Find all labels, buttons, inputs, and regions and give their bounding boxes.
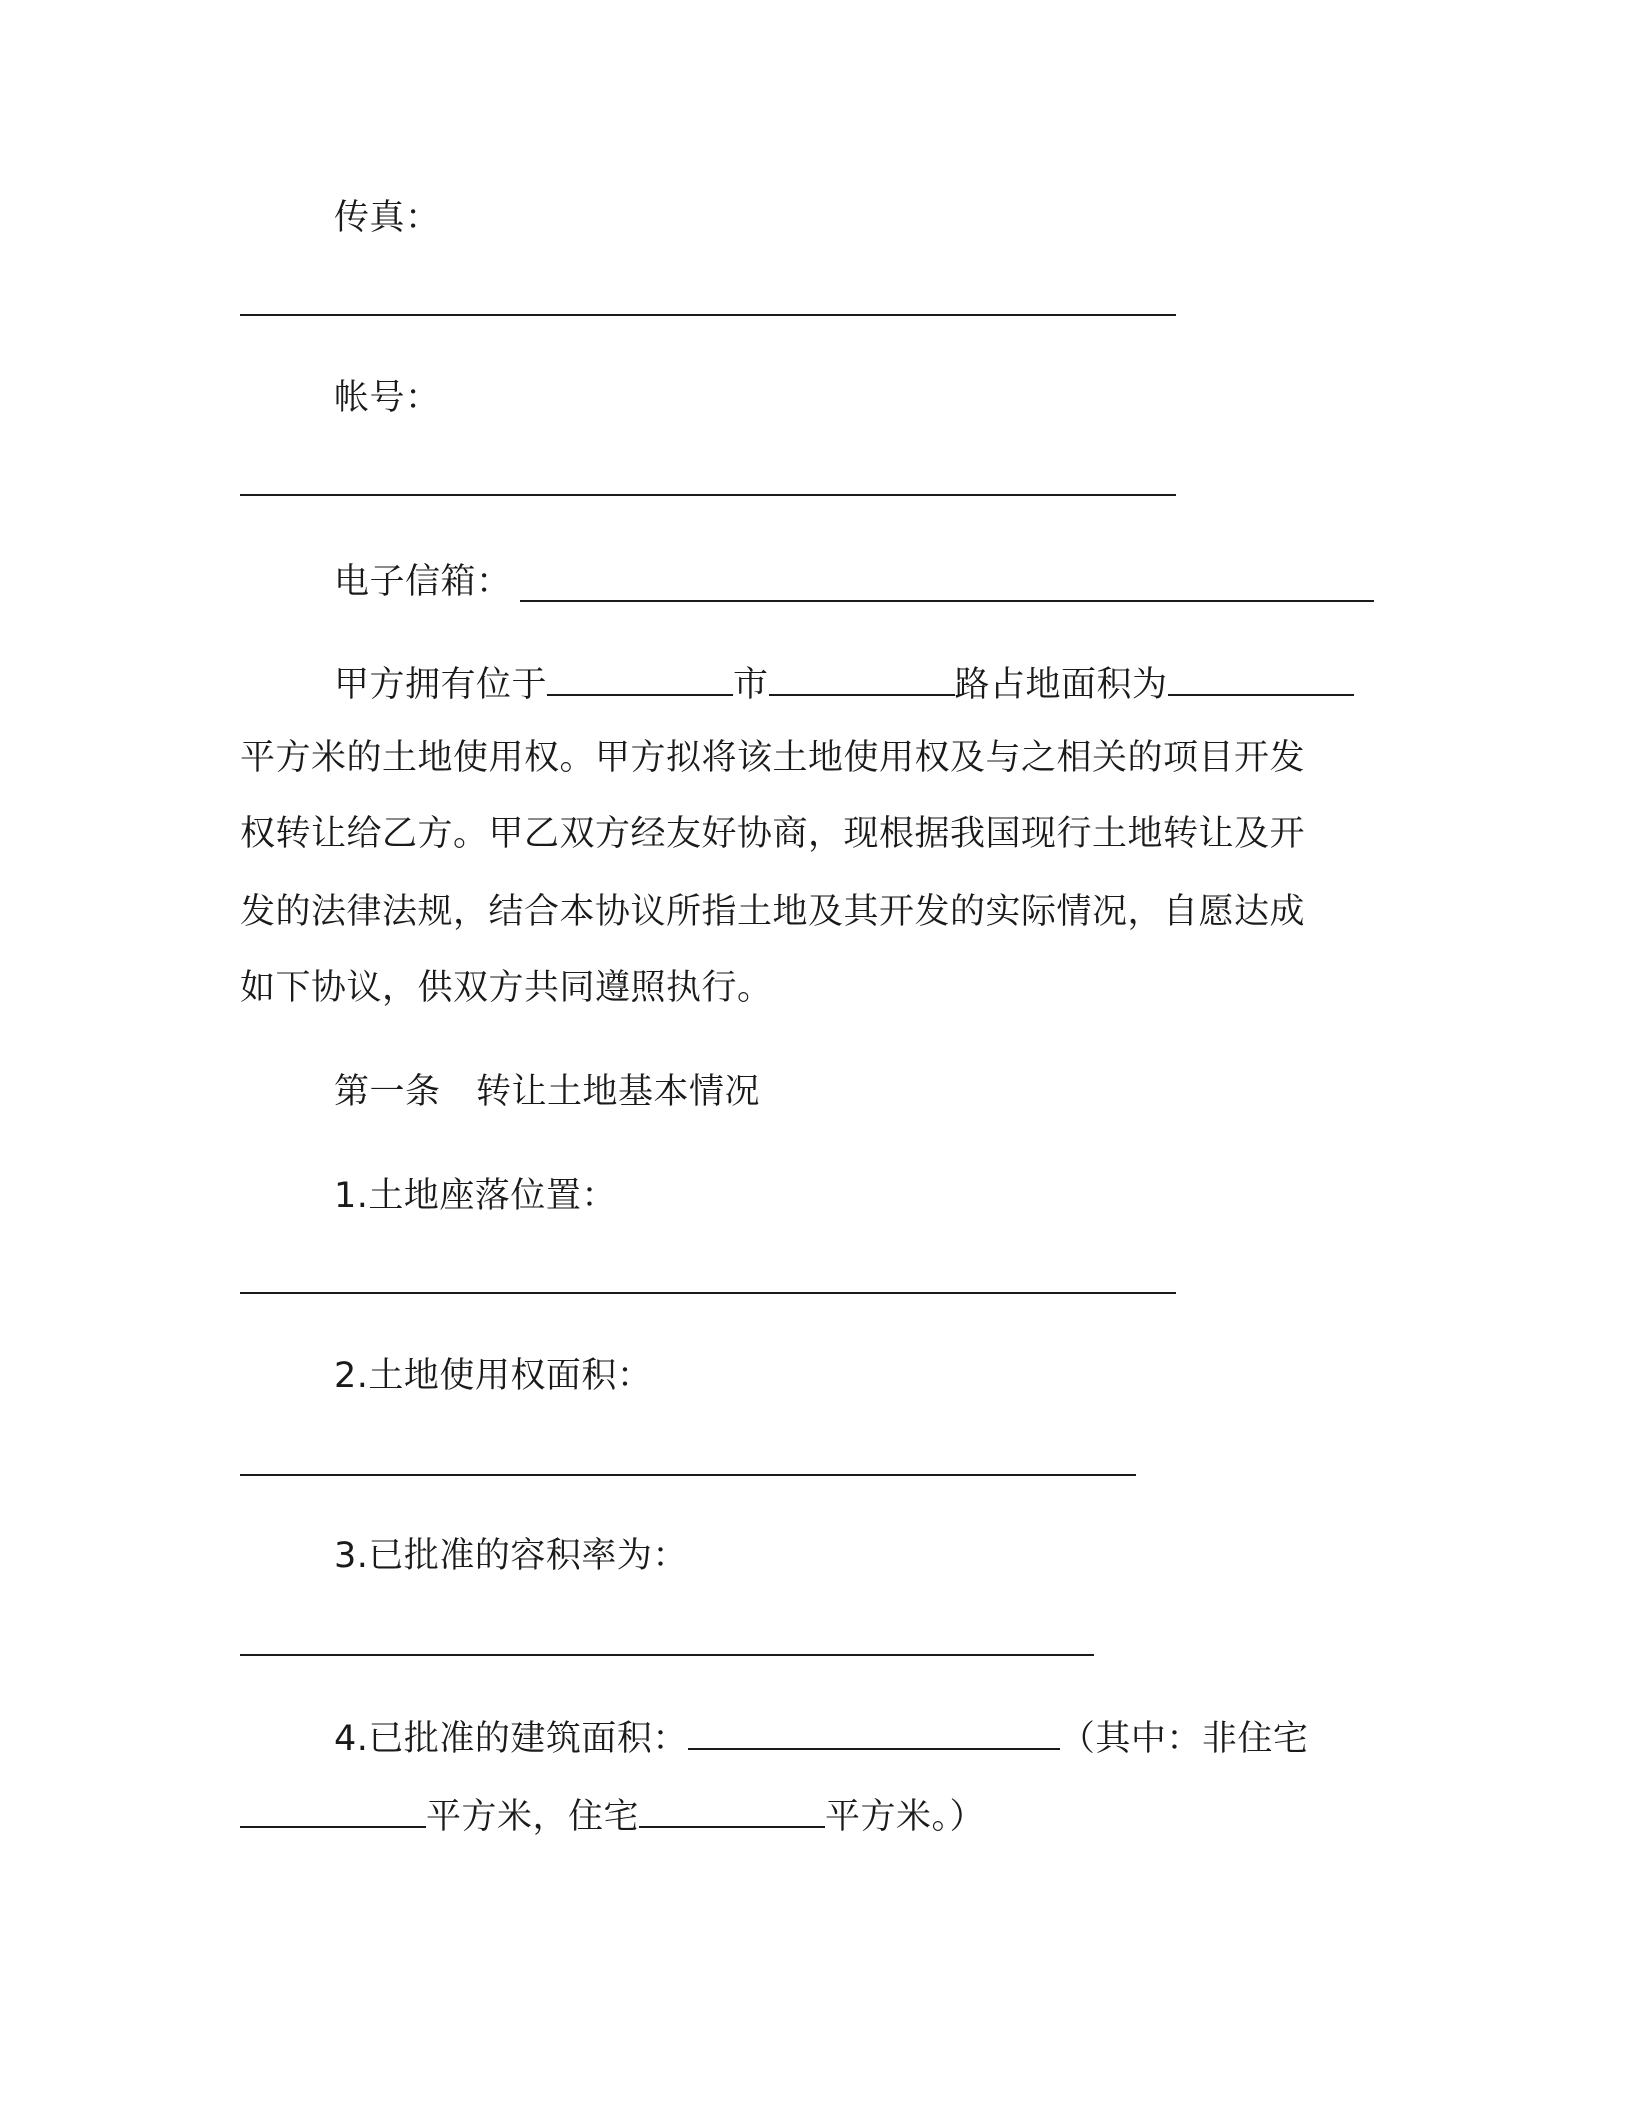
item-4-line-2 [240, 1792, 985, 1839]
account-blank-line [240, 494, 1176, 496]
item-2-label: 2.土地使用权面积： [334, 1356, 653, 1396]
fax-label: 传真： [334, 198, 441, 238]
area-blank [1168, 660, 1354, 696]
preamble-line-3: 权转让给乙方。甲乙双方经友好协商，现根据我国现行土地转让及开 [240, 814, 1306, 854]
item-1-blank-line [240, 1292, 1176, 1294]
item-4-unit-1: 平方米，住宅 [426, 1797, 640, 1837]
item-3-blank-line [240, 1654, 1094, 1656]
preamble-text-1: 甲方拥有位于 [334, 665, 548, 705]
email-line [334, 560, 512, 604]
preamble-line-2: 平方米的土地使用权。甲方拟将该土地使用权及与之相关的项目开发 [240, 738, 1306, 778]
preamble-line-5: 如下协议，供双方共同遵照执行。 [240, 968, 773, 1008]
item-4-unit-2: 平方米。） [825, 1797, 986, 1837]
item-4-note: （其中：非住宅 [1059, 1719, 1309, 1759]
item-2-blank-line [240, 1474, 1136, 1476]
item-1-label: 1.土地座落位置： [334, 1176, 617, 1216]
email-blank-line [520, 600, 1374, 602]
city-blank [547, 660, 733, 696]
non-residential-blank [240, 1792, 426, 1828]
residential-blank [639, 1792, 825, 1828]
item-3-label: 3.已批准的容积率为： [334, 1536, 688, 1576]
fax-blank-line [240, 314, 1176, 316]
item-4-line-1 [334, 1714, 1308, 1761]
preamble-line-1 [334, 660, 1354, 707]
building-area-blank [688, 1714, 1060, 1750]
preamble-text-3: 路占地面积为 [954, 665, 1168, 705]
account-label: 帐号： [334, 378, 441, 418]
article-1-title: 第一条 转让土地基本情况 [334, 1072, 761, 1112]
preamble-line-4: 发的法律法规，结合本协议所指土地及其开发的实际情况，自愿达成 [240, 892, 1306, 932]
preamble-text-2: 市 [733, 665, 769, 705]
item-4-label: 4.已批准的建筑面积： [334, 1719, 688, 1759]
email-label: 电子信箱： [334, 562, 512, 602]
road-blank [769, 660, 955, 696]
